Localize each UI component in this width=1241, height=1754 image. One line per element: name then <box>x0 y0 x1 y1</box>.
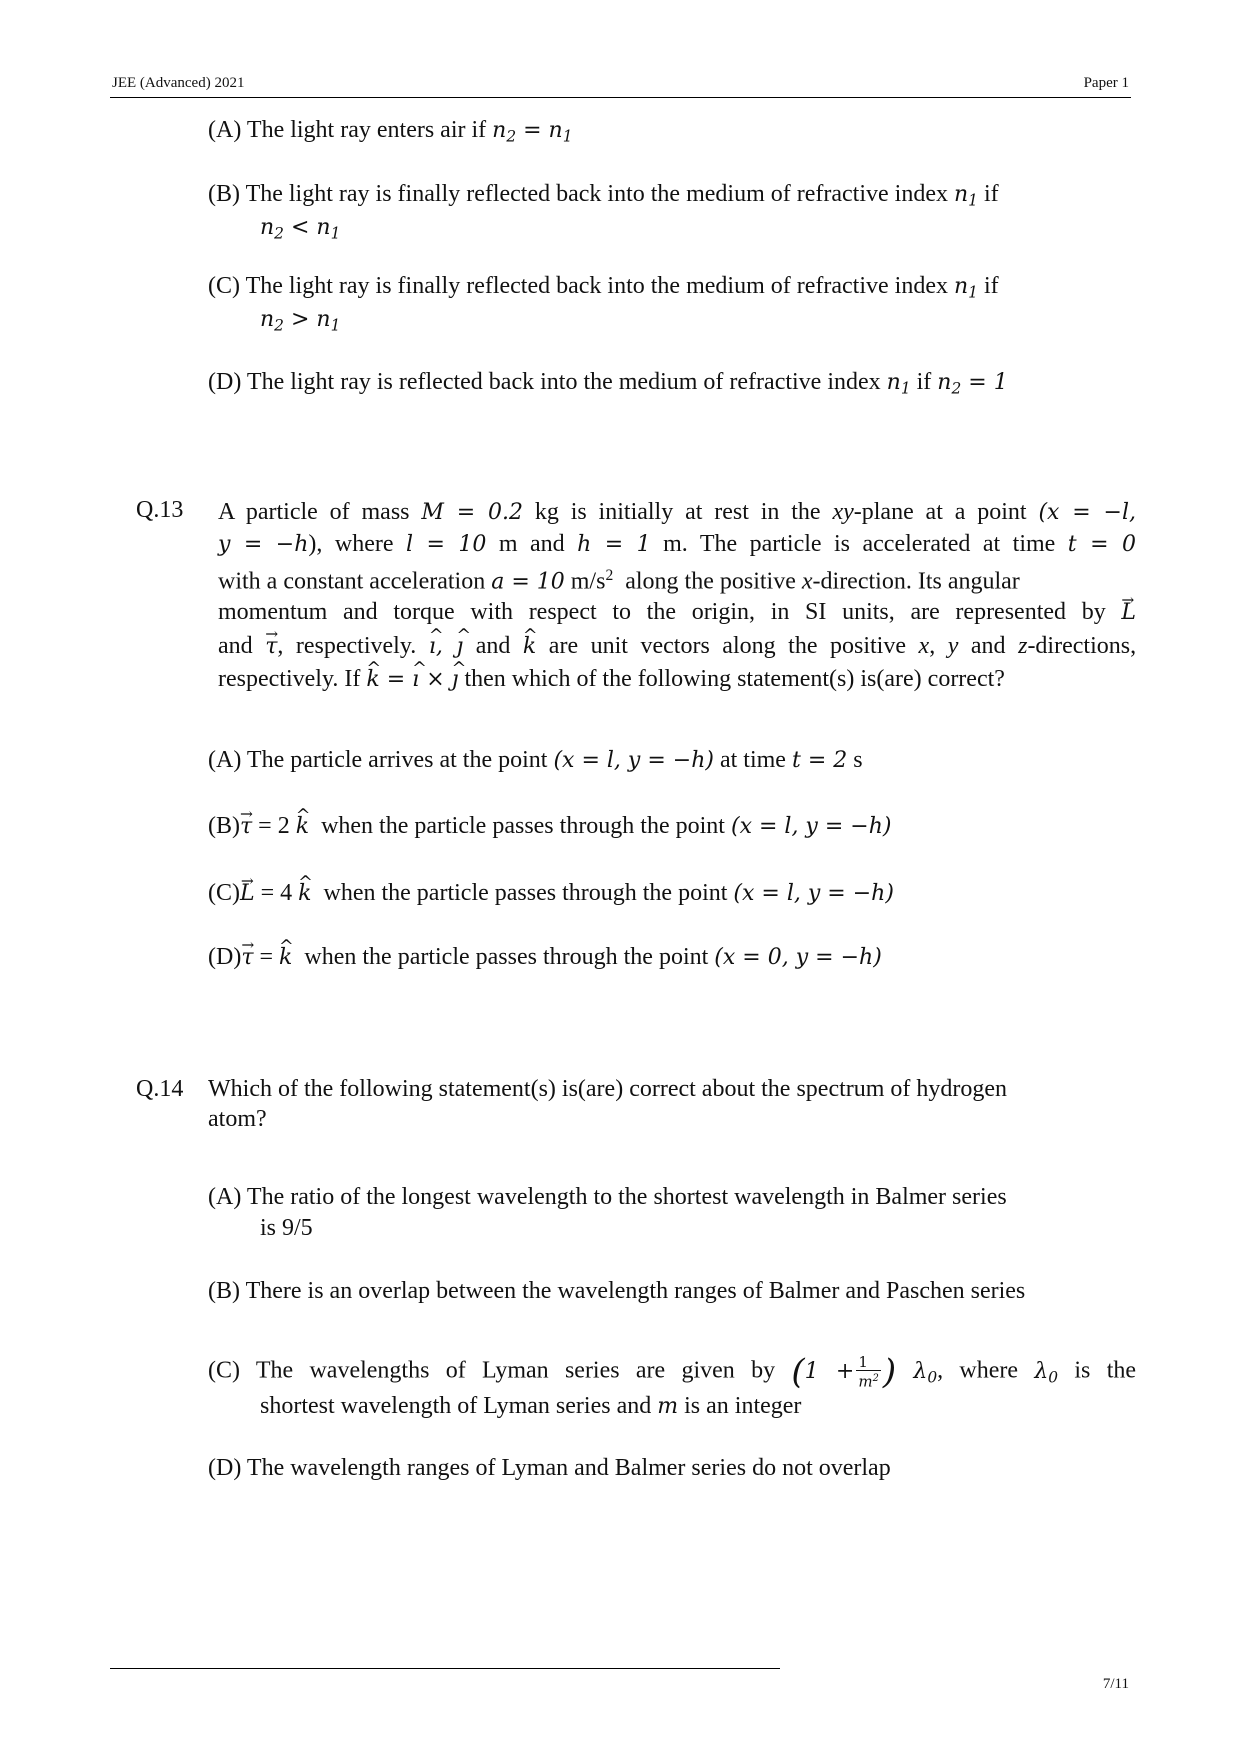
text: A particle of mass <box>218 499 410 525</box>
q13-option-b <box>208 812 892 841</box>
footer-divider <box>110 1668 780 1669</box>
text: x <box>801 568 813 595</box>
math: (x = l, y = −h) <box>553 748 714 773</box>
q14-option-a <box>208 1183 1007 1211</box>
option-text: shortest wavelength of Lyman series and <box>260 1393 652 1419</box>
math: (x = 0, y = −h) <box>714 945 882 970</box>
q13-text-line <box>218 665 1005 694</box>
option-text: The light ray is finally reflected back into the medium of refractive index <box>245 181 948 207</box>
text: -directions, <box>1027 633 1137 659</box>
option-label: (B) <box>208 1278 240 1304</box>
math: k ^ <box>279 944 292 972</box>
q14-option-b <box>208 1277 1025 1305</box>
page-number: 7/11 <box>1102 1676 1129 1692</box>
option-text: is an integer <box>684 1393 802 1419</box>
q13-option-c <box>208 879 894 908</box>
math: L → <box>240 880 255 908</box>
option-label: (D) <box>208 1455 242 1481</box>
math: k ^ <box>523 633 536 661</box>
text: xy <box>832 499 854 525</box>
option-label: (C) <box>208 1357 240 1384</box>
header-divider <box>110 97 1131 98</box>
q13-text-line <box>218 530 1136 559</box>
math: $n_1$ <box>953 182 978 210</box>
math: $n_2 > n_1$ <box>260 307 341 335</box>
option-text: The light ray enters air if <box>246 117 487 143</box>
text: ), where <box>308 531 394 557</box>
math: t = 2 <box>791 748 848 773</box>
option-text: The wavelengths of Lyman series are given by <box>255 1357 776 1384</box>
option-text: when the particle passes through the point <box>323 880 728 906</box>
option-text: = 2 <box>258 813 290 839</box>
question-number: Q.14 <box>136 1076 184 1102</box>
math: $n_2 = 1$ <box>937 370 1008 398</box>
option-label: (C) <box>208 273 240 299</box>
option-text: The light ray is finally reflected back into the medium of refractive index <box>245 273 948 299</box>
q13-option-a <box>208 746 863 775</box>
q13-text-line: and τ →, respectively. ı ^, ȷ ^ and k ^ are unit vectors along the positive x, y and z-directions, <box>218 632 1136 661</box>
option-text: when the particle passes through the point <box>321 813 725 839</box>
math: y = −h <box>218 532 309 557</box>
q12-option-b <box>208 180 999 215</box>
math: k ^ = ı ^ × ȷ ^ <box>366 667 458 692</box>
math: $\lambda_0$ <box>1034 1358 1059 1387</box>
q14-option-c-cont <box>260 1392 801 1421</box>
option-label: (A) <box>208 747 242 773</box>
option-text: if <box>916 369 932 395</box>
question-number: Q.13 <box>136 497 184 523</box>
math: ı ^, ȷ ^ <box>429 634 463 659</box>
option-text: if <box>983 181 999 207</box>
option-text: when the particle passes through the point <box>304 944 709 970</box>
option-label: (A) <box>208 1184 242 1210</box>
text: z <box>1018 633 1028 659</box>
option-text: at time <box>719 747 786 773</box>
math: $n_1$ <box>953 274 978 302</box>
option-text: The wavelength ranges of Lyman and Balmer series do not overlap <box>246 1455 891 1481</box>
text: and <box>970 633 1006 659</box>
math: $n_2 = n_1$ <box>492 118 573 146</box>
math: $n_1$ <box>886 370 911 398</box>
q12-option-b-cont <box>260 213 340 248</box>
math: k ^ <box>298 880 311 908</box>
text: then which of the following statement(s) is(are) correct? <box>464 666 1005 692</box>
math: τ → <box>265 633 277 661</box>
math: l = 10 <box>405 532 487 557</box>
q13-text-line <box>218 498 1136 527</box>
q12-option-c <box>208 272 999 307</box>
q13-text-line <box>218 598 1136 627</box>
option-text: is the <box>1074 1357 1137 1384</box>
q12-option-d <box>208 368 1008 403</box>
option-label: (A) <box>208 117 242 143</box>
q12-option-c-cont <box>260 305 340 340</box>
option-label: (B) <box>208 181 240 207</box>
option-text: , where <box>937 1357 1019 1384</box>
option-text: The particle arrives at the point <box>246 747 548 773</box>
math: (x = −l, <box>1038 500 1137 525</box>
text: with a constant acceleration <box>218 568 486 595</box>
q14-option-d <box>208 1454 891 1482</box>
q14-text-line: atom? <box>208 1106 267 1132</box>
math: k ^ <box>296 813 309 841</box>
math: τ → <box>241 944 253 972</box>
text: m and <box>498 531 565 557</box>
text: , respectively. <box>277 633 417 659</box>
math: a = 10 <box>491 569 565 595</box>
text: -plane at a point <box>853 499 1027 525</box>
text: kg is initially at rest in the <box>534 499 821 525</box>
math: (1 + $\frac{1}{m^2}$ ) $\lambda_0$ <box>791 1351 938 1392</box>
math: t = 0 <box>1067 532 1136 557</box>
text: -direction. Its angular <box>812 568 1020 595</box>
math: $n_2 < n_1$ <box>260 215 341 243</box>
option-label: (B) <box>208 813 240 839</box>
option-text: if <box>983 273 999 299</box>
math: h = 1 <box>577 532 651 557</box>
text: m. The particle is accelerated at time <box>663 531 1056 557</box>
math: (x = l, y = −h) <box>733 881 894 906</box>
q12-option-a <box>208 116 573 151</box>
option-text: s <box>853 747 863 773</box>
text: y <box>947 633 959 659</box>
paper-label: Paper 1 <box>1083 75 1129 91</box>
text: respectively. If <box>218 666 361 692</box>
math: L → <box>1121 599 1136 627</box>
math: (x = l, y = −h) <box>730 814 892 839</box>
text: momentum and torque with respect to the origin, in SI units, are represented by <box>218 599 1106 625</box>
text: and <box>218 633 253 659</box>
q14-option-a-cont: is 9/5 <box>260 1215 313 1241</box>
text: and <box>475 633 511 659</box>
text: along the positive <box>625 568 796 595</box>
q14-option-c <box>208 1351 1137 1392</box>
q13-option-d <box>208 943 882 972</box>
option-label: (D) <box>208 369 242 395</box>
option-label: (D) <box>208 944 242 970</box>
text: x <box>918 633 930 659</box>
q14-text-line: Which of the following statement(s) is(are) correct about the spectrum of hydrogen <box>208 1076 1008 1102</box>
q13-text-line: with a constant acceleration a = 10 $m/s^2$ along the positive x-direction. Its angular <box>218 567 1020 595</box>
text: m/s <box>570 568 606 595</box>
option-text: = 4 <box>260 880 293 906</box>
option-text: The ratio of the longest wavelength to the shortest wavelength in Balmer series <box>246 1184 1007 1210</box>
math: τ → <box>240 813 252 841</box>
option-text: The light ray is reflected back into the medium of refractive index <box>246 369 881 395</box>
option-text: There is an overlap between the wavelength ranges of Balmer and Paschen series <box>245 1278 1026 1304</box>
math: m <box>657 1394 679 1419</box>
option-label: (C) <box>208 880 240 906</box>
option-text: = <box>259 944 274 970</box>
math: M = 0.2 <box>421 500 523 525</box>
exam-title: JEE (Advanced) 2021 <box>112 75 245 91</box>
text: are unit vectors along the positive <box>548 633 906 659</box>
